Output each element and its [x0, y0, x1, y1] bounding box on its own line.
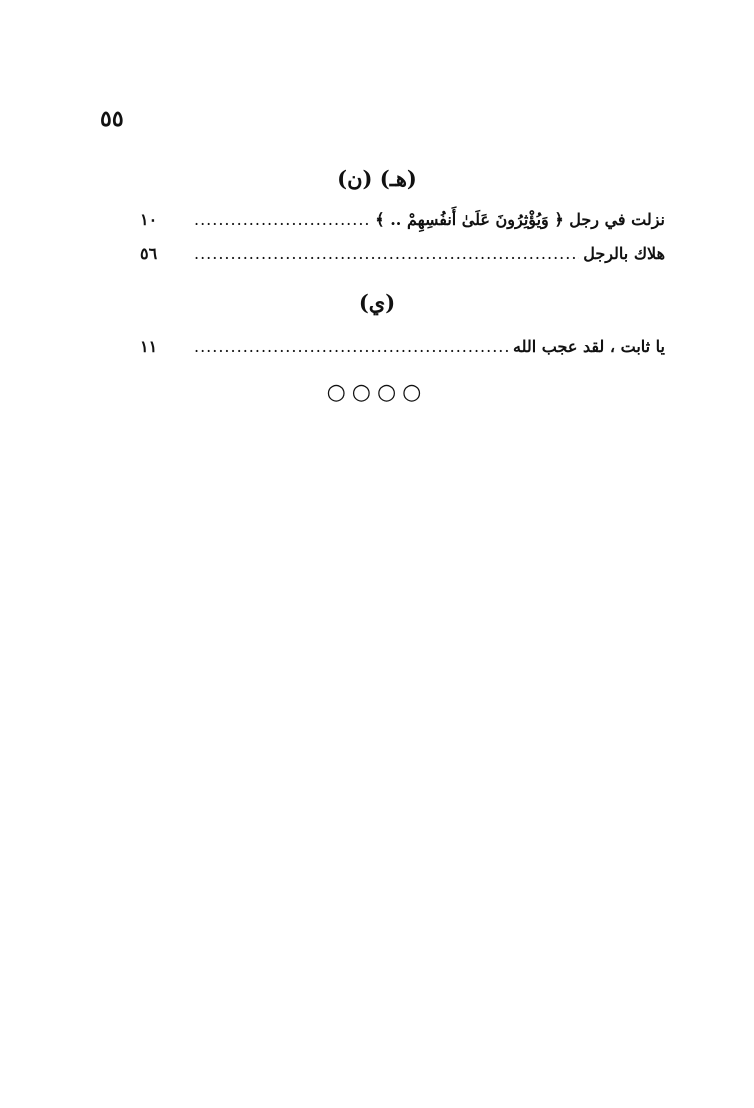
- dot-leader: [194, 210, 371, 229]
- entry-page-number: ١١: [140, 337, 158, 356]
- dot-leader: [194, 337, 509, 356]
- entry-page-number: ١٠: [140, 210, 158, 229]
- index-entry: [140, 337, 665, 363]
- end-ornament: ○○○○: [326, 380, 428, 405]
- entry-title: يا ثابت ، لقد عجب الله: [513, 337, 665, 356]
- entry-page-number: ٥٦: [140, 244, 158, 263]
- section-heading: (ن) (هـ): [337, 166, 417, 191]
- dot-leader: [194, 244, 579, 263]
- entry-title: هلاك بالرجل: [583, 244, 665, 263]
- index-entry: [140, 244, 665, 270]
- index-entry: [140, 210, 665, 236]
- section-heading: (ي): [358, 290, 396, 315]
- entry-title: نزلت في رجل ﴿ وَيُؤْثِرُونَ عَلَىٰ أَنفُسِهِمْ .. ﴾: [375, 210, 665, 229]
- page-number: ٥٥: [100, 106, 124, 132]
